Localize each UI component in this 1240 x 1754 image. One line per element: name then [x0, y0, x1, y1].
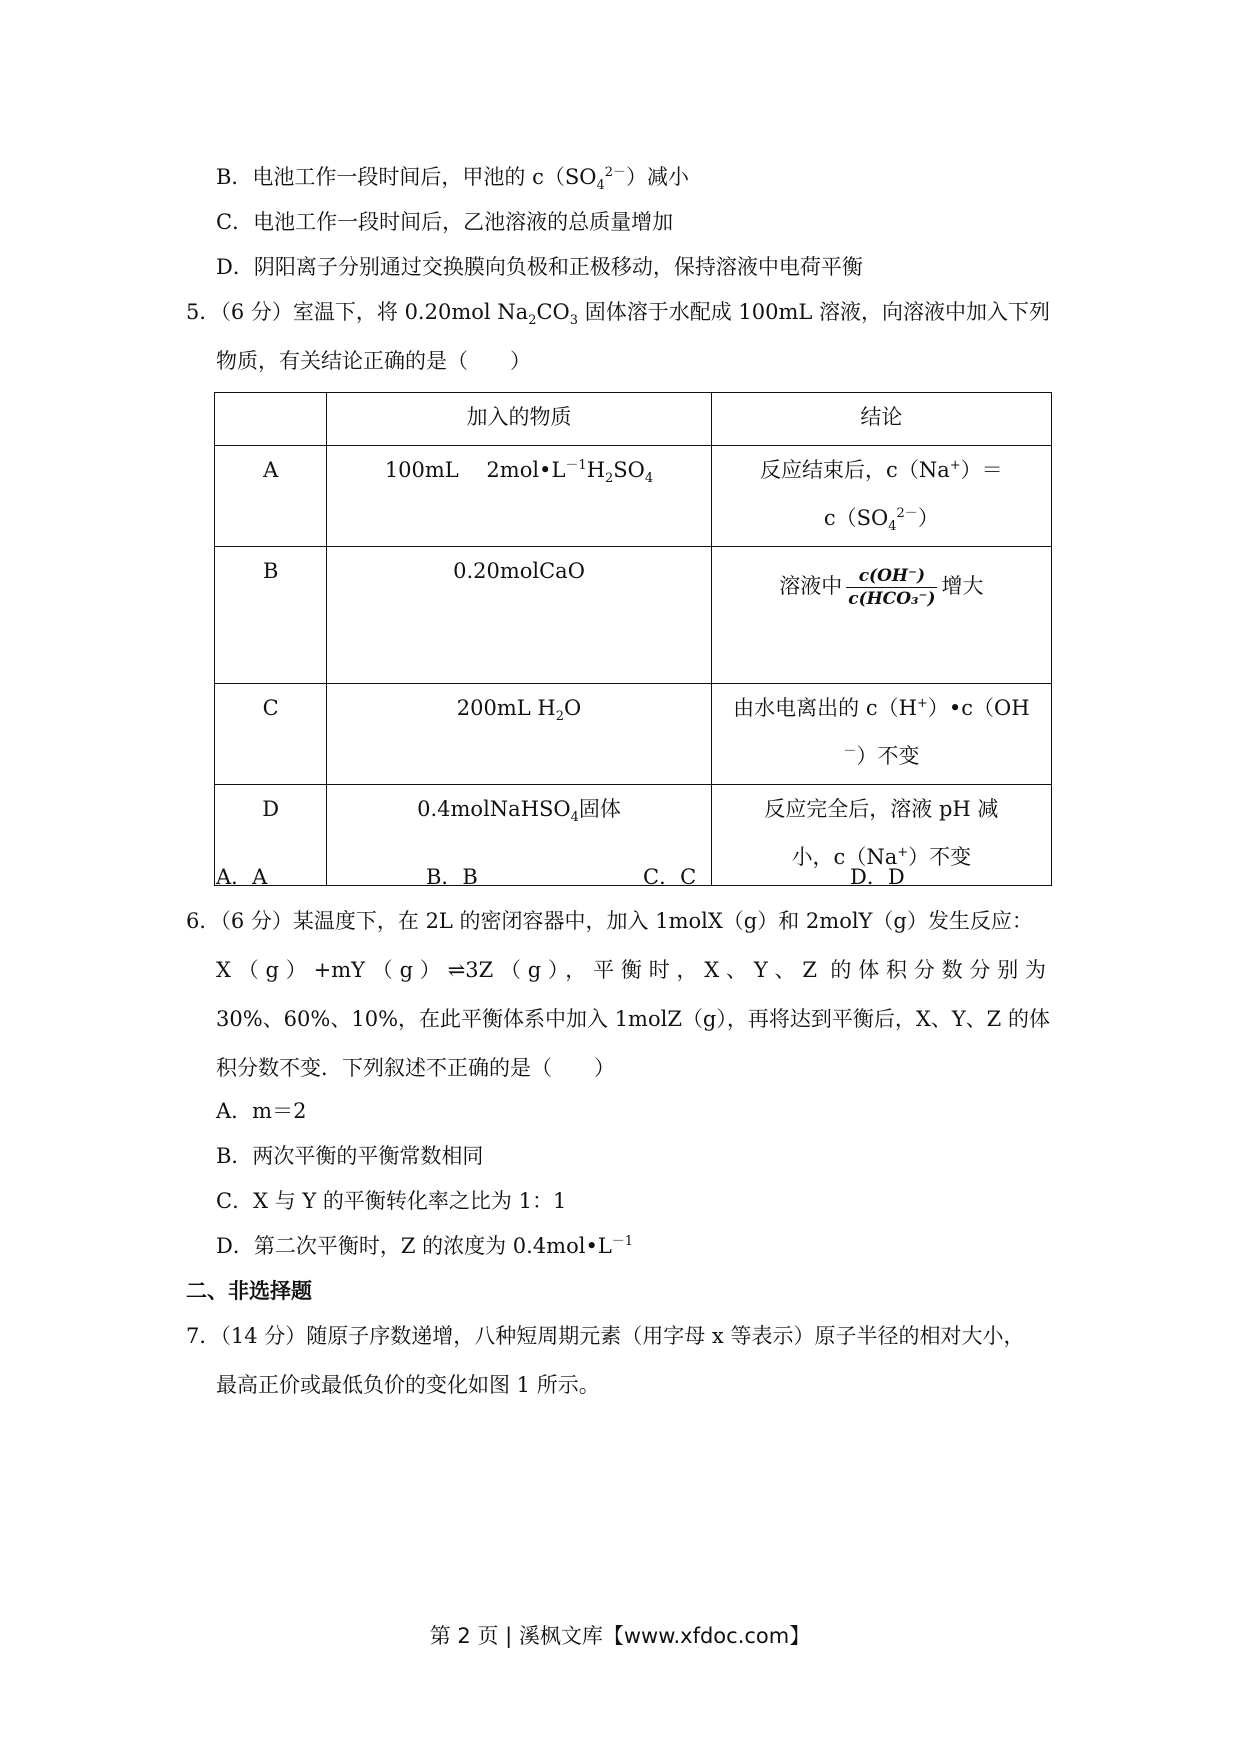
fraction-numerator: c(OH⁻): [846, 565, 937, 588]
conclusion-sup: +: [949, 458, 961, 473]
row-substance: [327, 684, 711, 785]
q6-option-d-text: D．第二次平衡时，Z 的浓度为 0.4mol•L: [216, 1234, 612, 1258]
q4-option-b-tail: ）减小: [626, 165, 690, 189]
table-row: [215, 684, 1052, 785]
conclusion-line-1: [712, 446, 1051, 494]
substance-sup: －1: [565, 458, 587, 473]
q4-option-b: [216, 162, 689, 192]
q6-option-a: A．m＝2: [216, 1099, 307, 1123]
table-header-row: [215, 393, 1052, 446]
conclusion-tail-2: ）: [917, 506, 939, 530]
q7-stem-line-2: 最高正价或最低负价的变化如图 1 所示。: [216, 1373, 600, 1397]
substance-tail: H: [586, 458, 606, 482]
row-label: A: [215, 446, 327, 547]
conclusion-text: 反应结束后，c（Na: [760, 458, 950, 482]
conclusion-line-2: [712, 732, 1051, 780]
choice-d: D．D: [850, 865, 905, 889]
conclusion-tail-2: ）不变: [856, 744, 920, 768]
conclusion-tail: ）•c（OH: [927, 696, 1030, 720]
q5-sub-2: 2: [528, 313, 537, 329]
q6-option-b: B．两次平衡的平衡常数相同: [216, 1144, 484, 1168]
q4-option-b-sup: 2－: [604, 165, 627, 180]
q6-stem-line-2: X（g）+mY（g）⇌3Z（g），平衡时，X、Y、Z 的体积分数分别为: [216, 958, 1046, 982]
choice-a: A．A: [216, 865, 268, 889]
q7-stem-line-1: 7．（14 分）随原子序数递增，八种短周期元素（用字母 x 等表示）原子半径的相对大小，: [186, 1324, 1025, 1348]
row-label: C: [215, 684, 327, 785]
q5-stem-line-2: 物质，有关结论正确的是（ ）: [216, 349, 531, 373]
conclusion-text: 由水电离出的 c（H: [733, 696, 917, 720]
conclusion-line-2: [712, 494, 1051, 542]
conclusion-sub-2: 4: [888, 519, 897, 535]
choice-b: B．B: [426, 865, 478, 889]
row-substance: [327, 446, 711, 547]
q4-option-b-text: B．电池工作一段时间后，甲池的 c（SO: [216, 165, 597, 189]
conclusion-sup-2: +: [897, 845, 909, 860]
q4-option-d: D．阴阳离子分别通过交换膜向负极和正极移动，保持溶液中电荷平衡: [216, 255, 863, 279]
conclusion-sup: +: [916, 696, 928, 711]
q6-option-d-sup: －1: [611, 1234, 634, 1249]
conclusion-tail-2: ）不变: [908, 845, 972, 869]
q5-sub-3: 3: [569, 313, 579, 329]
q6-stem-line-3: 30%、60%、10%，在此平衡体系中加入 1molZ（g），再将达到平衡后，X、Y、Z 的体: [216, 1007, 1050, 1031]
conclusion-sup-2: 2－: [896, 506, 918, 521]
conclusion-text-2: 小，c（Na: [791, 845, 898, 869]
q4-option-b-sub: 4: [596, 178, 605, 194]
conclusion-post: 增大: [941, 574, 984, 598]
q6-option-c: C．X 与 Y 的平衡转化率之比为 1：1: [216, 1189, 567, 1213]
fraction-denominator: c(HCO₃⁻): [848, 589, 936, 609]
choice-c: C．C: [643, 865, 697, 889]
substance-text: 0.4molNaHSO: [417, 797, 571, 821]
substance-tail-2: SO: [613, 458, 645, 482]
row-conclusion: [711, 684, 1051, 785]
substance-sub: 2: [605, 471, 614, 487]
q5-stem-1c: 固体溶于水配成 100mL 溶液，向溶液中加入下列: [578, 300, 1051, 324]
table-header-substance: 加入的物质: [327, 393, 711, 446]
row-conclusion: [711, 547, 1051, 684]
q6-option-d: [216, 1231, 633, 1261]
q5-stem-line-1: [186, 297, 1050, 327]
conclusion-text-2: c（SO: [823, 506, 889, 530]
substance-sub: 4: [570, 810, 579, 826]
q5-choices: [0, 862, 1240, 892]
conclusion-tail: ）＝: [960, 458, 1003, 482]
substance-tail: 固体: [578, 797, 621, 821]
conclusion-line-1: [712, 684, 1051, 732]
table-header-empty: [215, 393, 327, 446]
row-conclusion: [711, 446, 1051, 547]
conclusion-sup-2: －: [843, 744, 857, 759]
conclusion-pre: 溶液中: [779, 574, 843, 598]
q5-stem-1a: 5．（6 分）室温下，将 0.20mol Na: [186, 300, 529, 324]
fraction: [846, 565, 937, 610]
q4-option-c: C．电池工作一段时间后，乙池溶液的总质量增加: [216, 210, 674, 234]
q6-stem-line-1: 6．（6 分）某温度下，在 2L 的密闭容器中，加入 1molX（g）和 2molY（g）发生反应：: [186, 909, 1033, 933]
table-header-conclusion: 结论: [711, 393, 1051, 446]
q5-table: [214, 392, 1052, 886]
q5-stem-1b: CO: [536, 300, 570, 324]
substance-tail: O: [564, 696, 582, 720]
page-footer: 第 2 页 | 溪枫文库【www.xfdoc.com】: [429, 1624, 811, 1648]
section-heading: 二、非选择题: [186, 1279, 312, 1303]
substance-sub: 2: [555, 709, 564, 725]
substance-text: 200mL H: [456, 696, 556, 720]
table-row: [215, 446, 1052, 547]
table-row: [215, 547, 1052, 684]
q6-stem-line-4: 积分数不变．下列叙述不正确的是（ ）: [216, 1056, 615, 1080]
row-substance: 0.20molCaO: [327, 547, 711, 684]
row-label: B: [215, 547, 327, 684]
substance-sub-2: 4: [644, 471, 654, 487]
row-label: D: [215, 785, 327, 886]
conclusion-line-1: 反应完全后，溶液 pH 减: [764, 797, 999, 821]
substance-text: 100mL 2mol•L: [384, 458, 566, 482]
